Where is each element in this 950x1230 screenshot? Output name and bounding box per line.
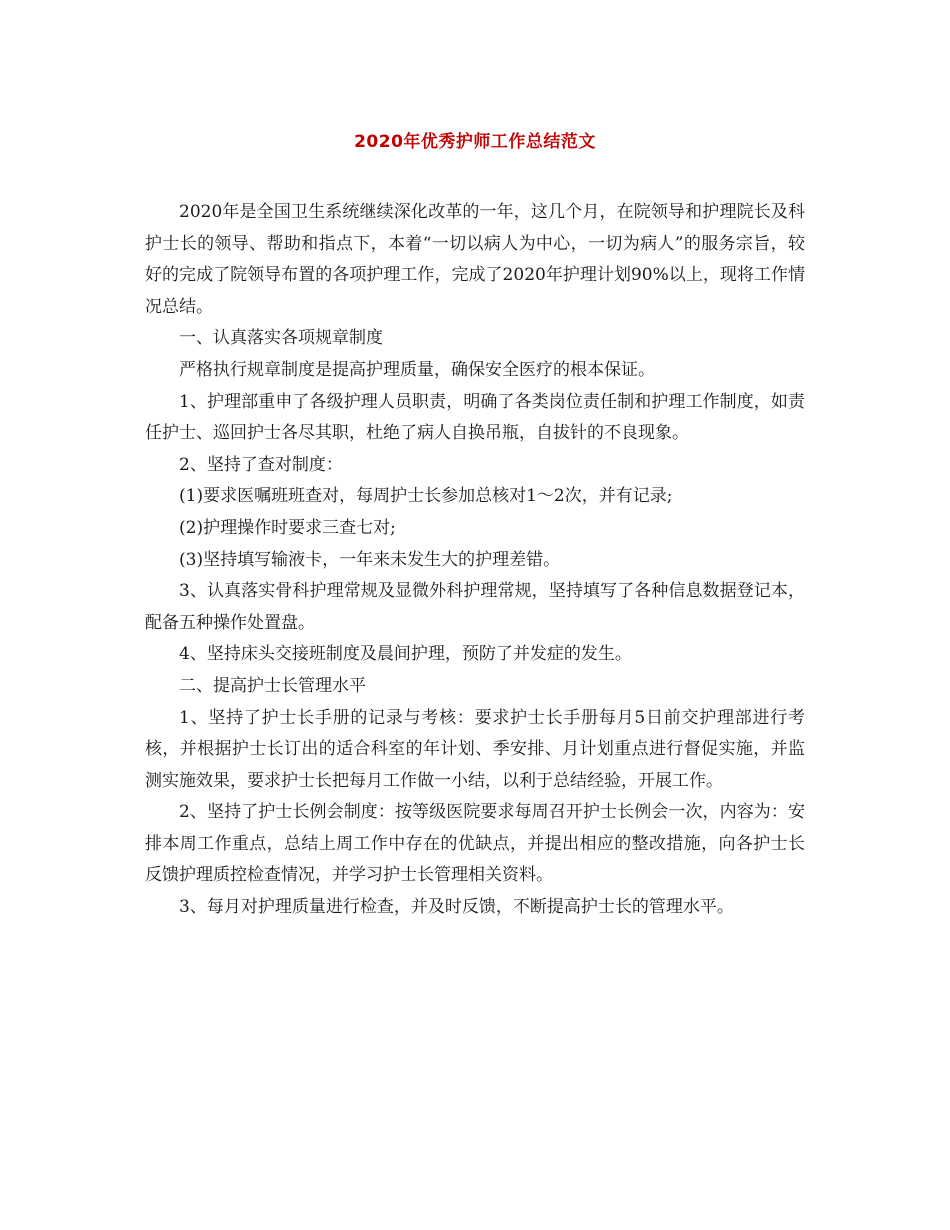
list-item: 2、坚持了护士长例会制度：按等级医院要求每周召开护士长例会一次，内容为：安排本周工作重点，总结上周工作中存在的优缺点，并提出相应的整改措施，向各护士长反馈护理质控检查情况，并学习护士长管理相关资料。 bbox=[145, 802, 805, 886]
list-item: 1、坚持了护士长手册的记录与考核：要求护士长手册每月5日前交护理部进行考核，并根据护士长订出的适合科室的年计划、季安排、月计划重点进行督促实施，并监测实施效果，要求护士长把每月工作做一小结，以利于总结经验，开展工作。 bbox=[145, 707, 805, 791]
list-item: 1、护理部重申了各级护理人员职责，明确了各类岗位责任制和护理工作制度，如责任护士、巡回护士各尽其职，杜绝了病人自换吊瓶，自拔针的不良现象。 bbox=[145, 391, 805, 444]
section-heading-2: 二、提高护士长管理水平 bbox=[179, 675, 366, 696]
list-item: 3、每月对护理质量进行检查，并及时反馈，不断提高护士长的管理水平。 bbox=[179, 897, 734, 918]
list-item: 2、坚持了查对制度： bbox=[179, 454, 343, 475]
document-body bbox=[145, 197, 805, 924]
sub-list-item: (1)要求医嘱班班查对，每周护士长参加总核对1～2次，并有记录; bbox=[179, 486, 673, 507]
document-title: 2020年优秀护师工作总结范文 bbox=[354, 132, 596, 152]
sub-list-item: (2)护理操作时要求三查七对; bbox=[179, 517, 396, 538]
list-item: 3、认真落实骨科护理常规及显微外科护理常规，坚持填写了各种信息数据登记本，配备五种操作处置盘。 bbox=[145, 581, 805, 633]
section-heading-1: 一、认真落实各项规章制度 bbox=[179, 328, 383, 349]
list-item: 4、坚持床头交接班制度及晨间护理，预防了并发症的发生。 bbox=[179, 644, 632, 665]
paragraph-intro: 2020年是全国卫生系统继续深化改革的一年，这几个月，在院领导和护理院长及科护士长的领导、帮助和指点下，本着“一切以病人为中心，一切为病人”的服务宗旨，较好的完成了院领导布置的各项护理工作，完成了2020年护理计划90%以上，现将工作情况总结。 bbox=[145, 202, 805, 317]
paragraph: 严格执行规章制度是提高护理质量，确保安全医疗的根本保证。 bbox=[179, 359, 655, 380]
sub-list-item: (3)坚持填写输液卡，一年来未发生大的护理差错。 bbox=[179, 549, 561, 570]
